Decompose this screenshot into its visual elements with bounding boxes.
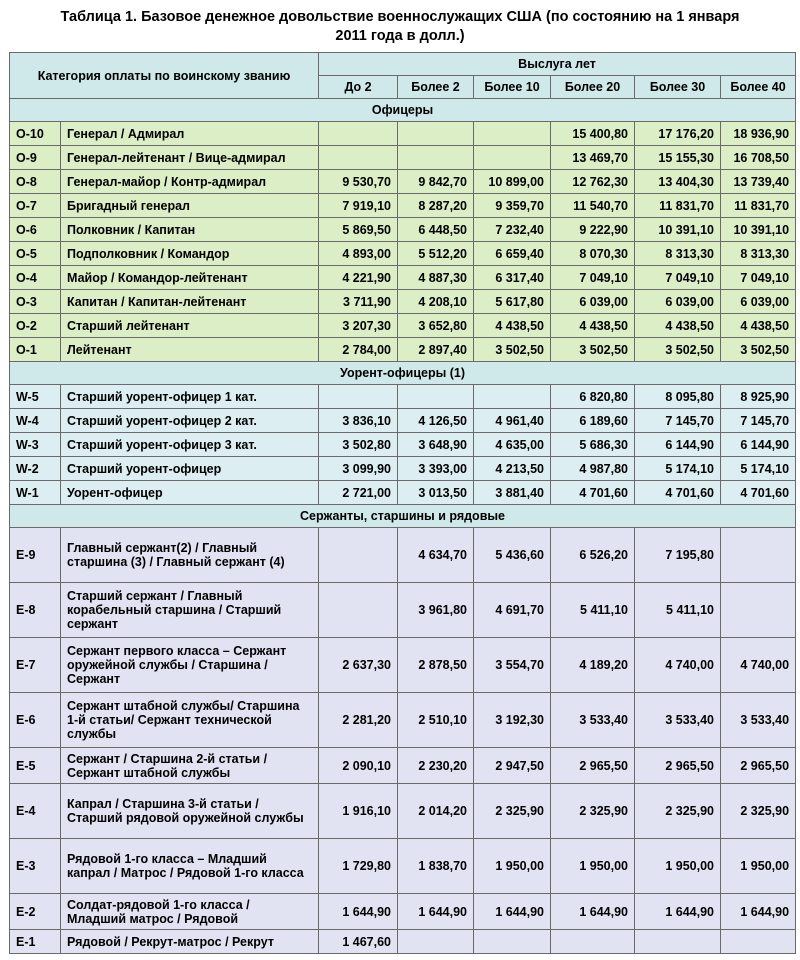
- pay-value-cell: 2 965,50: [721, 748, 796, 784]
- pay-grade-code: O-9: [10, 146, 61, 170]
- pay-value-cell: 3 533,40: [721, 693, 796, 748]
- pay-value-cell: [721, 528, 796, 583]
- pay-grade-code: E-8: [10, 583, 61, 638]
- pay-value-cell: 4 221,90: [319, 266, 398, 290]
- pay-grade-code: E-9: [10, 528, 61, 583]
- pay-value-cell: 4 740,00: [721, 638, 796, 693]
- pay-value-cell: 1 916,10: [319, 784, 398, 839]
- pay-value-cell: 2 897,40: [398, 338, 474, 362]
- pay-value-cell: 3 836,10: [319, 409, 398, 433]
- pay-grade-code: W-1: [10, 481, 61, 505]
- pay-value-cell: 3 502,50: [721, 338, 796, 362]
- pay-value-cell: 7 049,10: [551, 266, 635, 290]
- rank-name: Подполковник / Командор: [61, 242, 319, 266]
- pay-value-cell: 17 176,20: [635, 122, 721, 146]
- column-header: Более 40: [721, 76, 796, 99]
- pay-value-cell: 2 965,50: [635, 748, 721, 784]
- pay-value-cell: [551, 930, 635, 954]
- pay-value-cell: 2 947,50: [474, 748, 551, 784]
- table-row: [10, 146, 796, 170]
- table-row: [10, 481, 796, 505]
- pay-value-cell: 4 213,50: [474, 457, 551, 481]
- table-row: [10, 693, 796, 748]
- pay-value-cell: 3 533,40: [551, 693, 635, 748]
- table-row: [10, 894, 796, 930]
- pay-value-cell: 1 644,90: [635, 894, 721, 930]
- pay-grade-code: W-4: [10, 409, 61, 433]
- pay-value-cell: 16 708,50: [721, 146, 796, 170]
- pay-value-cell: 1 644,90: [398, 894, 474, 930]
- rank-name: Генерал-лейтенант / Вице-адмирал: [61, 146, 319, 170]
- pay-value-cell: 2 230,20: [398, 748, 474, 784]
- table-row: [10, 930, 796, 954]
- pay-grade-code: O-3: [10, 290, 61, 314]
- table-title-line-2: 2011 года в долл.): [335, 28, 465, 44]
- pay-grade-code: E-2: [10, 894, 61, 930]
- rank-name: Капитан / Капитан-лейтенант: [61, 290, 319, 314]
- rank-name: Полковник / Капитан: [61, 218, 319, 242]
- pay-value-cell: [398, 146, 474, 170]
- rank-name: Старший уорент-офицер 1 кат.: [61, 385, 319, 409]
- table-row: [10, 242, 796, 266]
- pay-value-cell: 5 436,60: [474, 528, 551, 583]
- pay-value-cell: 3 099,90: [319, 457, 398, 481]
- pay-grade-code: O-2: [10, 314, 61, 338]
- pay-value-cell: 5 174,10: [721, 457, 796, 481]
- pay-value-cell: 7 049,10: [635, 266, 721, 290]
- rank-name: Старший сержант / Главный корабельный старшина / Старший сержант: [61, 583, 319, 638]
- section-row-officers: [10, 99, 796, 122]
- pay-value-cell: 5 617,80: [474, 290, 551, 314]
- column-header: Более 10: [474, 76, 551, 99]
- rank-name: Старший уорент-офицер: [61, 457, 319, 481]
- pay-table: [9, 52, 796, 954]
- table-row: [10, 409, 796, 433]
- pay-grade-code: O-6: [10, 218, 61, 242]
- pay-value-cell: 3 502,80: [319, 433, 398, 457]
- pay-grade-code: E-5: [10, 748, 61, 784]
- pay-value-cell: 2 090,10: [319, 748, 398, 784]
- pay-value-cell: 4 701,60: [551, 481, 635, 505]
- pay-value-cell: 4 635,00: [474, 433, 551, 457]
- pay-value-cell: 3 013,50: [398, 481, 474, 505]
- pay-value-cell: 4 438,50: [635, 314, 721, 338]
- pay-value-cell: 3 554,70: [474, 638, 551, 693]
- rank-name: Генерал / Адмирал: [61, 122, 319, 146]
- pay-value-cell: 9 222,90: [551, 218, 635, 242]
- rank-name: Старший уорент-офицер 2 кат.: [61, 409, 319, 433]
- pay-value-cell: 9 359,70: [474, 194, 551, 218]
- pay-value-cell: 1 838,70: [398, 839, 474, 894]
- pay-value-cell: 1 950,00: [635, 839, 721, 894]
- pay-value-cell: [474, 930, 551, 954]
- pay-value-cell: 3 711,90: [319, 290, 398, 314]
- pay-value-cell: 4 126,50: [398, 409, 474, 433]
- pay-value-cell: 1 467,60: [319, 930, 398, 954]
- table-row: [10, 266, 796, 290]
- column-header: До 2: [319, 76, 398, 99]
- pay-value-cell: 1 644,90: [319, 894, 398, 930]
- pay-value-cell: 2 637,30: [319, 638, 398, 693]
- pay-value-cell: 1 950,00: [721, 839, 796, 894]
- pay-value-cell: 8 287,20: [398, 194, 474, 218]
- category-header: Категория оплаты по воинскому званию: [10, 53, 319, 99]
- pay-value-cell: 4 961,40: [474, 409, 551, 433]
- pay-value-cell: [398, 385, 474, 409]
- pay-value-cell: 3 207,30: [319, 314, 398, 338]
- table-title-line-1: Таблица 1. Базовое денежное довольствие военнослужащих США (по состоянию на 1 января: [60, 9, 740, 25]
- section-title: Уорент-офицеры (1): [10, 362, 796, 385]
- pay-value-cell: 5 411,10: [551, 583, 635, 638]
- pay-value-cell: 11 831,70: [635, 194, 721, 218]
- pay-value-cell: 8 070,30: [551, 242, 635, 266]
- pay-value-cell: [635, 930, 721, 954]
- pay-value-cell: 4 887,30: [398, 266, 474, 290]
- pay-value-cell: [474, 122, 551, 146]
- pay-value-cell: 7 195,80: [635, 528, 721, 583]
- pay-value-cell: 8 925,90: [721, 385, 796, 409]
- pay-value-cell: 2 721,00: [319, 481, 398, 505]
- pay-value-cell: 13 739,40: [721, 170, 796, 194]
- pay-grade-code: O-10: [10, 122, 61, 146]
- pay-value-cell: 4 740,00: [635, 638, 721, 693]
- table-title: [0, 0, 800, 52]
- pay-grade-code: W-2: [10, 457, 61, 481]
- pay-value-cell: 11 831,70: [721, 194, 796, 218]
- rank-name: Бригадный генерал: [61, 194, 319, 218]
- rank-name: Солдат-рядовой 1-го класса / Младший матрос / Рядовой: [61, 894, 319, 930]
- pay-value-cell: [721, 583, 796, 638]
- pay-value-cell: 6 317,40: [474, 266, 551, 290]
- pay-grade-code: O-8: [10, 170, 61, 194]
- pay-value-cell: 2 325,90: [635, 784, 721, 839]
- pay-value-cell: 6 820,80: [551, 385, 635, 409]
- pay-grade-code: W-5: [10, 385, 61, 409]
- rank-name: Главный сержант(2) / Главный старшина (3) / Главный сержант (4): [61, 528, 319, 583]
- column-header: Более 20: [551, 76, 635, 99]
- pay-value-cell: [319, 146, 398, 170]
- table-row: [10, 583, 796, 638]
- table-row: [10, 194, 796, 218]
- pay-value-cell: 10 391,10: [721, 218, 796, 242]
- pay-value-cell: 3 502,50: [474, 338, 551, 362]
- table-row: [10, 170, 796, 194]
- table-row: [10, 784, 796, 839]
- column-header: Более 2: [398, 76, 474, 99]
- section-title: Сержанты, старшины и рядовые: [10, 505, 796, 528]
- pay-value-cell: 3 393,00: [398, 457, 474, 481]
- table-row: [10, 748, 796, 784]
- pay-value-cell: 2 965,50: [551, 748, 635, 784]
- pay-value-cell: 2 325,90: [551, 784, 635, 839]
- pay-grade-code: E-3: [10, 839, 61, 894]
- pay-value-cell: 6 144,90: [635, 433, 721, 457]
- pay-value-cell: 2 325,90: [721, 784, 796, 839]
- table-row: [10, 218, 796, 242]
- pay-value-cell: 9 530,70: [319, 170, 398, 194]
- pay-value-cell: 4 208,10: [398, 290, 474, 314]
- pay-value-cell: [398, 930, 474, 954]
- pay-value-cell: 4 438,50: [721, 314, 796, 338]
- pay-value-cell: 4 691,70: [474, 583, 551, 638]
- pay-value-cell: 6 144,90: [721, 433, 796, 457]
- pay-value-cell: 6 526,20: [551, 528, 635, 583]
- pay-value-cell: 13 469,70: [551, 146, 635, 170]
- pay-value-cell: 3 648,90: [398, 433, 474, 457]
- rank-name: Уорент-офицер: [61, 481, 319, 505]
- rank-name: Капрал / Старшина 3-й статьи / Старший рядовой оружейной службы: [61, 784, 319, 839]
- pay-value-cell: [474, 385, 551, 409]
- pay-value-cell: 11 540,70: [551, 194, 635, 218]
- pay-value-cell: 6 039,00: [635, 290, 721, 314]
- pay-value-cell: 3 881,40: [474, 481, 551, 505]
- table-row: [10, 528, 796, 583]
- pay-grade-code: O-1: [10, 338, 61, 362]
- pay-value-cell: 2 878,50: [398, 638, 474, 693]
- pay-value-cell: 1 644,90: [474, 894, 551, 930]
- pay-value-cell: 5 174,10: [635, 457, 721, 481]
- table-row: [10, 638, 796, 693]
- rank-name: Рядовой / Рекрут-матрос / Рекрут: [61, 930, 319, 954]
- pay-grade-code: O-5: [10, 242, 61, 266]
- pay-value-cell: 3 502,50: [551, 338, 635, 362]
- pay-value-cell: [474, 146, 551, 170]
- pay-value-cell: 1 950,00: [551, 839, 635, 894]
- pay-value-cell: 4 438,50: [474, 314, 551, 338]
- pay-value-cell: [319, 122, 398, 146]
- table-row: [10, 122, 796, 146]
- pay-value-cell: 2 510,10: [398, 693, 474, 748]
- pay-value-cell: [319, 528, 398, 583]
- table-body: [10, 99, 796, 954]
- pay-value-cell: 4 893,00: [319, 242, 398, 266]
- rank-name: Генерал-майор / Контр-адмирал: [61, 170, 319, 194]
- pay-value-cell: 6 189,60: [551, 409, 635, 433]
- pay-value-cell: 13 404,30: [635, 170, 721, 194]
- pay-value-cell: 7 145,70: [721, 409, 796, 433]
- pay-value-cell: [319, 583, 398, 638]
- table-row: [10, 457, 796, 481]
- pay-value-cell: 3 533,40: [635, 693, 721, 748]
- pay-value-cell: 2 281,20: [319, 693, 398, 748]
- column-header: Более 30: [635, 76, 721, 99]
- pay-value-cell: 6 039,00: [721, 290, 796, 314]
- service-years-header: Выслуга лет: [319, 53, 796, 76]
- pay-value-cell: 10 391,10: [635, 218, 721, 242]
- rank-name: Майор / Командор-лейтенант: [61, 266, 319, 290]
- table-row: [10, 290, 796, 314]
- table-row: [10, 433, 796, 457]
- pay-value-cell: 6 039,00: [551, 290, 635, 314]
- pay-value-cell: 7 145,70: [635, 409, 721, 433]
- section-title: Офицеры: [10, 99, 796, 122]
- rank-name: Лейтенант: [61, 338, 319, 362]
- pay-value-cell: 10 899,00: [474, 170, 551, 194]
- pay-grade-code: E-1: [10, 930, 61, 954]
- pay-value-cell: [319, 385, 398, 409]
- pay-value-cell: 2 014,20: [398, 784, 474, 839]
- pay-value-cell: 5 411,10: [635, 583, 721, 638]
- pay-value-cell: 12 762,30: [551, 170, 635, 194]
- section-row-warrant-officers: [10, 362, 796, 385]
- pay-value-cell: 5 686,30: [551, 433, 635, 457]
- pay-value-cell: 3 652,80: [398, 314, 474, 338]
- pay-value-cell: 4 701,60: [635, 481, 721, 505]
- pay-grade-code: E-6: [10, 693, 61, 748]
- pay-value-cell: 15 155,30: [635, 146, 721, 170]
- pay-value-cell: 3 961,80: [398, 583, 474, 638]
- table-row: [10, 338, 796, 362]
- pay-value-cell: 3 192,30: [474, 693, 551, 748]
- pay-value-cell: 6 448,50: [398, 218, 474, 242]
- pay-value-cell: [398, 122, 474, 146]
- pay-value-cell: [721, 930, 796, 954]
- rank-name: Старший уорент-офицер 3 кат.: [61, 433, 319, 457]
- pay-value-cell: 4 189,20: [551, 638, 635, 693]
- pay-grade-code: W-3: [10, 433, 61, 457]
- table-row: [10, 314, 796, 338]
- pay-value-cell: 18 936,90: [721, 122, 796, 146]
- pay-value-cell: 15 400,80: [551, 122, 635, 146]
- pay-value-cell: 1 729,80: [319, 839, 398, 894]
- pay-value-cell: 1 950,00: [474, 839, 551, 894]
- rank-name: Сержант штабной службы/ Старшина 1-й статьи/ Сержант технической службы: [61, 693, 319, 748]
- pay-value-cell: 8 095,80: [635, 385, 721, 409]
- pay-value-cell: 8 313,30: [721, 242, 796, 266]
- pay-value-cell: 7 049,10: [721, 266, 796, 290]
- pay-value-cell: 9 842,70: [398, 170, 474, 194]
- pay-grade-code: E-7: [10, 638, 61, 693]
- pay-value-cell: 4 701,60: [721, 481, 796, 505]
- pay-value-cell: 4 634,70: [398, 528, 474, 583]
- pay-value-cell: 7 232,40: [474, 218, 551, 242]
- pay-value-cell: 3 502,50: [635, 338, 721, 362]
- pay-value-cell: 1 644,90: [721, 894, 796, 930]
- table-header: [10, 53, 796, 99]
- rank-name: Сержант первого класса – Сержант оружейной службы / Старшина / Сержант: [61, 638, 319, 693]
- pay-value-cell: 2 325,90: [474, 784, 551, 839]
- pay-value-cell: 1 644,90: [551, 894, 635, 930]
- rank-name: Сержант / Старшина 2-й статьи / Сержант штабной службы: [61, 748, 319, 784]
- section-row-enlisted: [10, 505, 796, 528]
- rank-name: Старший лейтенант: [61, 314, 319, 338]
- pay-value-cell: 8 313,30: [635, 242, 721, 266]
- pay-grade-code: E-4: [10, 784, 61, 839]
- pay-value-cell: 2 784,00: [319, 338, 398, 362]
- pay-grade-code: O-7: [10, 194, 61, 218]
- table-row: [10, 385, 796, 409]
- table-row: [10, 839, 796, 894]
- pay-value-cell: 5 512,20: [398, 242, 474, 266]
- pay-value-cell: 5 869,50: [319, 218, 398, 242]
- pay-grade-code: O-4: [10, 266, 61, 290]
- pay-value-cell: 4 438,50: [551, 314, 635, 338]
- pay-value-cell: 4 987,80: [551, 457, 635, 481]
- pay-value-cell: 6 659,40: [474, 242, 551, 266]
- pay-value-cell: 7 919,10: [319, 194, 398, 218]
- rank-name: Рядовой 1-го класса – Младший капрал / Матрос / Рядовой 1-го класса: [61, 839, 319, 894]
